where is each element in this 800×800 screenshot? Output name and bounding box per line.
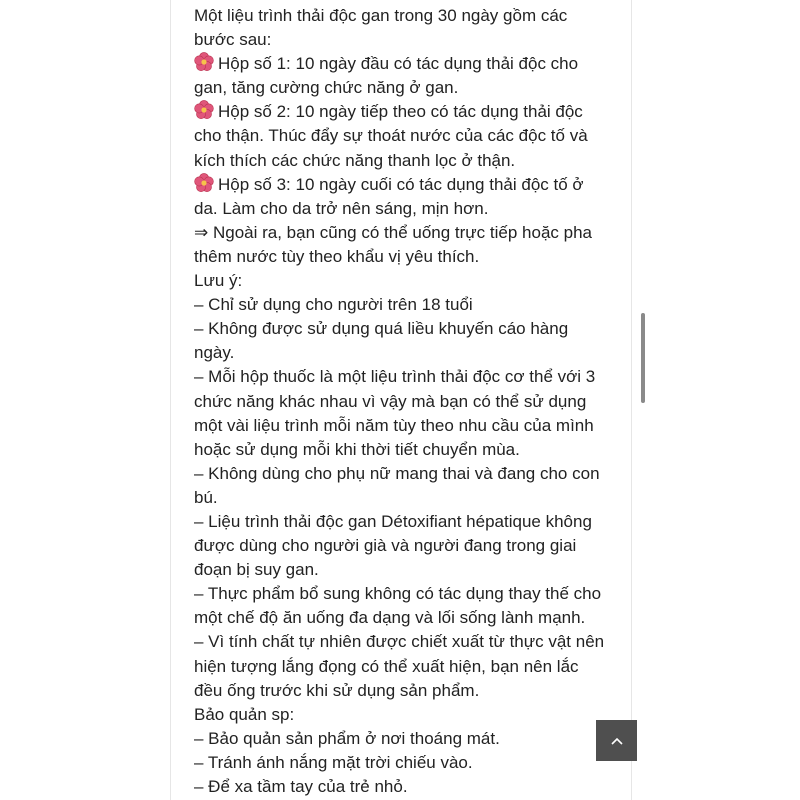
text-line bbox=[194, 606, 614, 630]
text-line bbox=[194, 534, 614, 558]
text-line bbox=[194, 100, 614, 124]
text-line bbox=[194, 76, 614, 100]
text-line bbox=[194, 727, 614, 751]
line-text: gan, tăng cường chức năng ở gan. bbox=[194, 78, 459, 98]
text-line bbox=[194, 486, 614, 510]
line-text: một chế độ ăn uống đa dạng và lối sống lành mạnh. bbox=[194, 608, 586, 628]
scroll-to-top-button[interactable] bbox=[596, 720, 637, 761]
text-line bbox=[194, 173, 614, 197]
line-text: – Để xa tầm tay của trẻ nhỏ. bbox=[194, 777, 408, 796]
line-text: bú. bbox=[194, 487, 218, 507]
line-text: được dùng cho người già và người đang trong giai bbox=[194, 536, 577, 556]
text-line bbox=[194, 28, 614, 52]
line-text: bước sau: bbox=[194, 30, 272, 50]
text-line bbox=[194, 365, 614, 389]
line-text: – Không được sử dụng quá liều khuyến cáo hàng bbox=[194, 319, 569, 339]
text-line bbox=[194, 341, 614, 365]
line-text: Hộp số 1: 10 ngày đầu có tác dụng thải độc cho bbox=[218, 54, 579, 74]
text-line bbox=[194, 414, 614, 438]
line-text: một vài liệu trình mỗi năm tùy theo nhu cầu của mình bbox=[194, 415, 594, 435]
line-text: – Mỗi hộp thuốc là một liệu trình thải độc cơ thể với 3 bbox=[194, 367, 596, 387]
text-line bbox=[194, 221, 614, 245]
text-line bbox=[194, 679, 614, 703]
text-line bbox=[194, 245, 614, 269]
line-text: – Vì tính chất tự nhiên được chiết xuất từ thực vật nên bbox=[194, 632, 605, 652]
line-text: chức năng khác nhau vì vậy mà bạn có thể sử dụng bbox=[194, 391, 587, 411]
product-description bbox=[194, 4, 614, 799]
line-text: Hộp số 2: 10 ngày tiếp theo có tác dụng thải độc bbox=[218, 102, 583, 122]
line-text: Lưu ý: bbox=[194, 271, 243, 291]
text-line bbox=[194, 510, 614, 534]
text-line bbox=[194, 775, 614, 799]
hibiscus-icon bbox=[194, 100, 214, 120]
line-text: Một liệu trình thải độc gan trong 30 ngày gồm các bbox=[194, 6, 568, 25]
text-line bbox=[194, 293, 614, 317]
text-line bbox=[194, 438, 614, 462]
text-line bbox=[194, 52, 614, 76]
line-text: đoạn bị suy gan. bbox=[194, 560, 319, 580]
line-text: Bảo quản sp: bbox=[194, 704, 295, 724]
line-text: – Tránh ánh nắng mặt trời chiếu vào. bbox=[194, 752, 473, 772]
text-line bbox=[194, 197, 614, 221]
line-text: đều ống trước khi sử dụng sản phẩm. bbox=[194, 680, 480, 700]
text-line bbox=[194, 703, 614, 727]
text-line bbox=[194, 149, 614, 173]
line-text: – Bảo quản sản phẩm ở nơi thoáng mát. bbox=[194, 728, 500, 748]
line-text: Hộp số 3: 10 ngày cuối có tác dụng thải độc tố ở bbox=[218, 174, 584, 194]
line-text: thêm nước tùy theo khẩu vị yêu thích. bbox=[194, 246, 480, 266]
line-text: kích thích các chức năng thanh lọc ở thận. bbox=[194, 150, 516, 170]
line-text: ngày. bbox=[194, 343, 235, 363]
text-line bbox=[194, 124, 614, 148]
text-line bbox=[194, 655, 614, 679]
line-text: cho thận. Thúc đẩy sự thoát nước của các độc tố và bbox=[194, 126, 588, 146]
line-text: hoặc sử dụng mỗi khi thời tiết chuyển mùa. bbox=[194, 439, 520, 459]
hibiscus-icon bbox=[194, 52, 214, 72]
line-text: – Liệu trình thải độc gan Détoxifiant hépatique không bbox=[194, 511, 592, 531]
line-text: da. Làm cho da trở nên sáng, mịn hơn. bbox=[194, 198, 489, 218]
line-text: – Thực phẩm bổ sung không có tác dụng thay thế cho bbox=[194, 584, 602, 604]
text-line bbox=[194, 462, 614, 486]
hibiscus-icon bbox=[194, 173, 214, 193]
text-line bbox=[194, 390, 614, 414]
line-text: – Chỉ sử dụng cho người trên 18 tuổi bbox=[194, 295, 473, 315]
chevron-up-icon bbox=[611, 737, 623, 745]
text-line bbox=[194, 4, 614, 28]
text-line bbox=[194, 317, 614, 341]
line-text: hiện tượng lắng đọng có thể xuất hiện, bạn nên lắc bbox=[194, 656, 579, 676]
text-line bbox=[194, 630, 614, 654]
text-line bbox=[194, 751, 614, 775]
scrollbar-thumb[interactable] bbox=[641, 313, 645, 403]
text-line bbox=[194, 582, 614, 606]
text-line bbox=[194, 558, 614, 582]
text-line bbox=[194, 269, 614, 293]
line-text: ⇒ Ngoài ra, bạn cũng có thể uống trực tiếp hoặc pha bbox=[194, 222, 592, 242]
line-text: – Không dùng cho phụ nữ mang thai và đang cho con bbox=[194, 463, 600, 483]
